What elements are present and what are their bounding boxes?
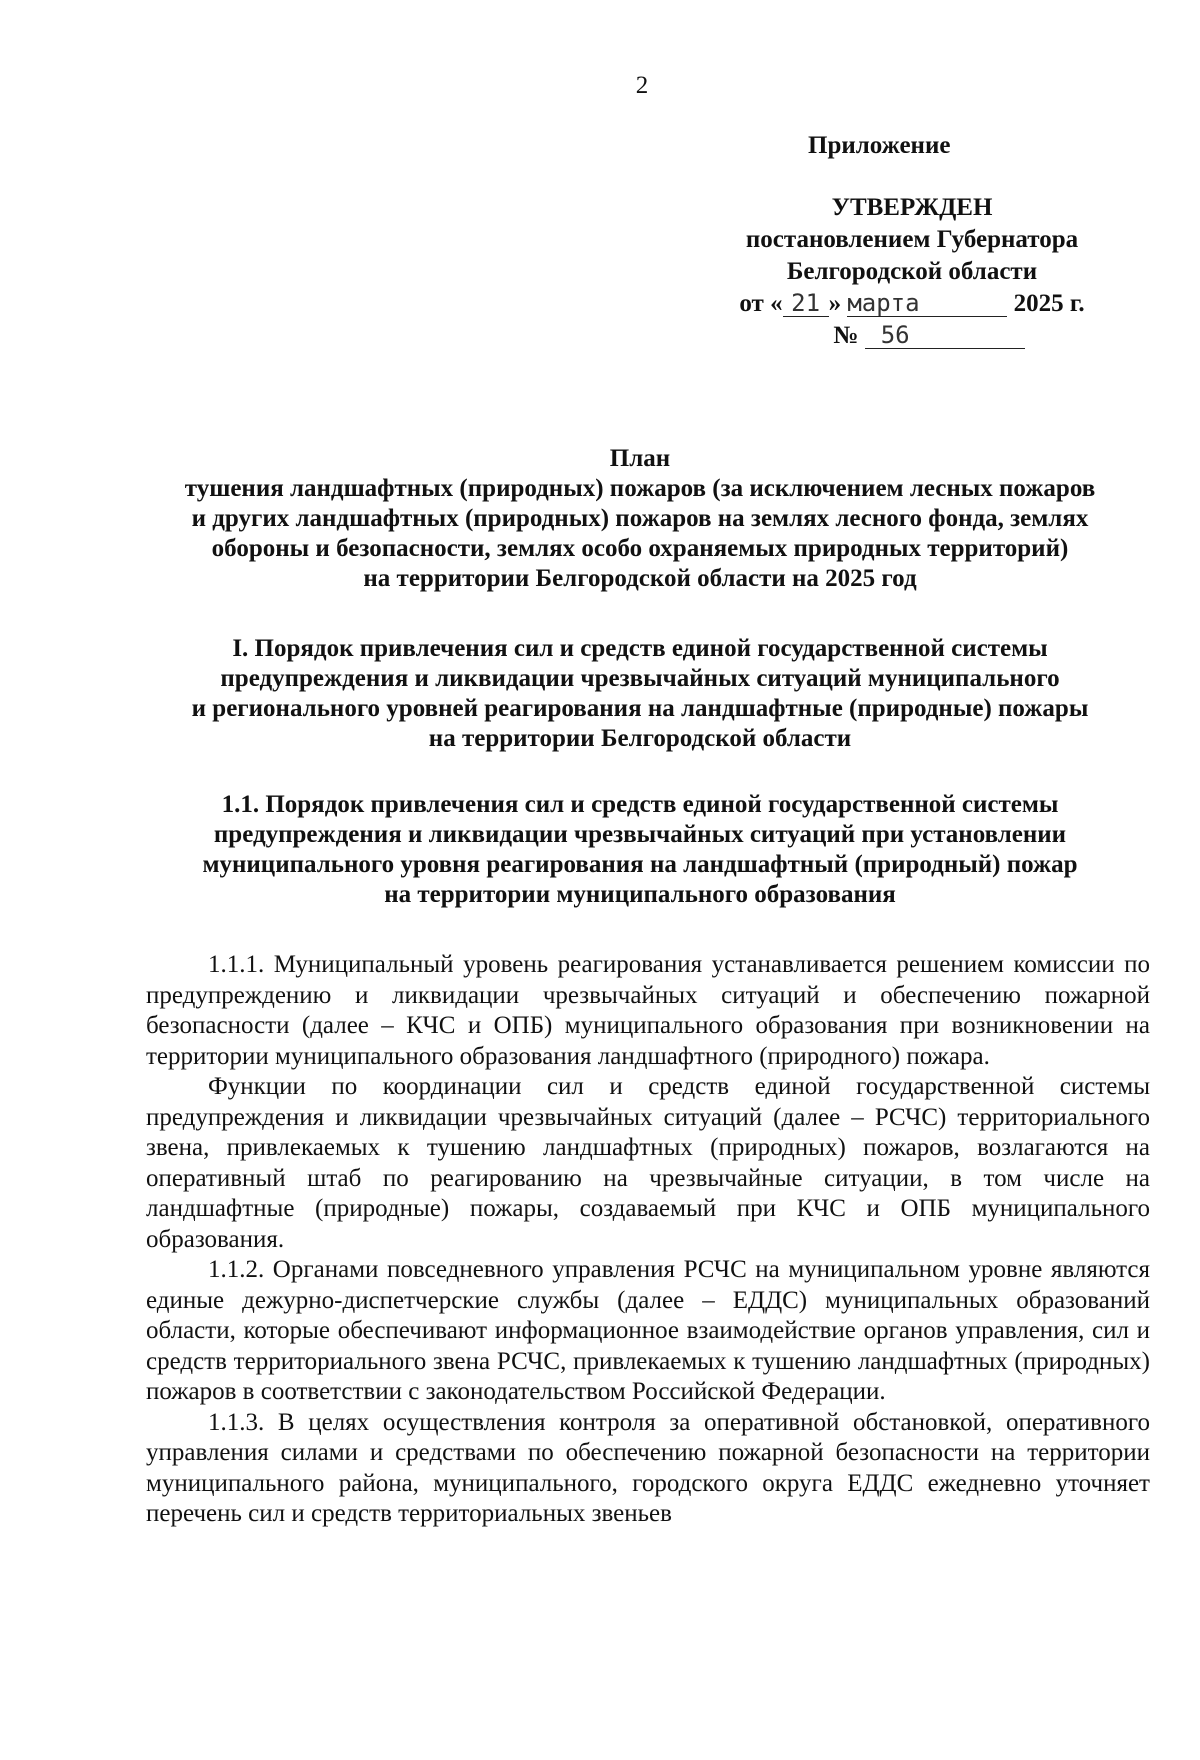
section-1-title <box>130 634 1150 754</box>
page-number: 2 <box>635 72 649 99</box>
body-text <box>146 950 1150 1530</box>
plan-title-line: тушения ландшафтных (природных) пожаров (за исключением лесных пожаров <box>184 475 1096 502</box>
approval-stamp <box>722 192 1102 352</box>
appendix-label: Приложение <box>808 132 951 159</box>
plan-heading: План <box>609 445 671 472</box>
plan-title-line: и других ландшафтных (природных) пожаров на землях лесного фонда, землях <box>191 505 1089 532</box>
paragraph-coordination: Функции по координации сил и средств единой государственной системы предупреждения и ликвидации чрезвычайных ситуаций (далее – РСЧС) территориального звена, привлекаемых к тушению ландшафтных (природных) пожаров, возлагаются на оперативный штаб по реагированию на чрезвычайные ситуации, в том числе на ландшафтные (природные) пожары, создаваемый при КЧС и ОПБ муниципального образования. <box>146 1073 1150 1253</box>
approved-by-line-1: постановлением Губернатора <box>745 226 1079 253</box>
approved-label: УТВЕРЖДЕН <box>831 194 993 221</box>
date-year: 2025 г. <box>1013 290 1085 317</box>
plan-title-line: обороны и безопасности, землях особо охраняемых природных территорий) <box>211 535 1069 562</box>
section-1-1-title-line: 1.1. Порядок привлечения сил и средств единой государственной системы <box>221 791 1059 818</box>
paragraph-1-1-1: 1.1.1. Муниципальный уровень реагирования устанавливается решением комиссии по предупреждению и ликвидации чрезвычайных ситуаций и обеспечению пожарной безопасности (далее – КЧС и ОПБ) муниципального образования при возникновении на территории муниципального образования ландшафтного (природного) пожара. <box>146 951 1150 1070</box>
approval-date-line <box>722 288 1102 320</box>
plan-title <box>130 444 1150 594</box>
date-mid: » <box>828 290 842 317</box>
section-1-1-title-line: предупреждения и ликвидации чрезвычайных ситуаций при установлении <box>213 821 1067 848</box>
number-prefix: № <box>833 322 859 349</box>
section-1-title-line: I. Порядок привлечения сил и средств единой государственной системы <box>232 635 1048 662</box>
number-field: 56 <box>865 322 1025 349</box>
paragraph-1-1-3: 1.1.3. В целях осуществления контроля за оперативной обстановкой, оперативного управления силами и средствами по обеспечению пожарной безопасности на территории муниципального района, муниципального, городского округа ЕДДС ежедневно уточняет перечень сил и средств территориальных звеньев <box>146 1408 1150 1527</box>
plan-title-line: на территории Белгородской области на 2025 год <box>363 565 917 592</box>
section-1-1-title <box>130 790 1150 910</box>
approval-number-line <box>722 320 1102 352</box>
date-day-field: 21 <box>783 290 829 317</box>
section-1-1-title-line: муниципального уровня реагирования на ландшафтный (природный) пожар <box>202 851 1078 878</box>
section-1-title-line: предупреждения и ликвидации чрезвычайных ситуаций муниципального <box>220 665 1060 692</box>
approved-by-line-2: Белгородской области <box>786 258 1038 285</box>
paragraph-1-1-2: 1.1.2. Органами повседневного управления РСЧС на муниципальном уровне являются единые дежурно-диспетчерские службы (далее – ЕДДС) муниципальных образований области, которые обеспечивают информационное взаимодействие органов управления, сил и средств территориального звена РСЧС, привлекаемых к тушению ландшафтных (природных) пожаров в соответствии с законодательством Российской Федерации. <box>146 1256 1150 1405</box>
date-prefix: от « <box>739 290 783 317</box>
section-1-title-line: и регионального уровней реагирования на ландшафтные (природные) пожары <box>191 695 1089 722</box>
section-1-title-line: на территории Белгородской области <box>428 725 852 752</box>
section-1-1-title-line: на территории муниципального образования <box>384 881 896 908</box>
date-month-field: марта <box>847 290 1007 317</box>
